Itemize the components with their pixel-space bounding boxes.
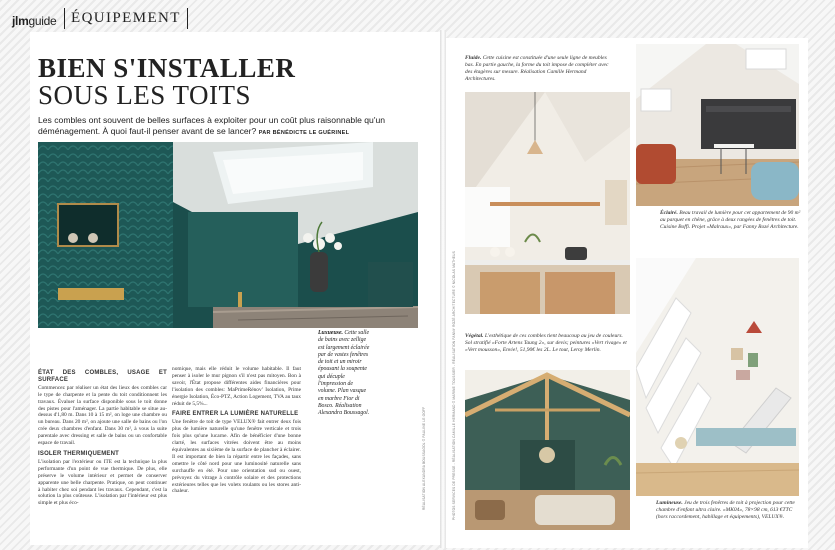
caption-green [465,333,630,354]
heading-lumiere: FAIRE ENTRER LA LUMIÈRE NATURELLE [172,411,299,418]
paragraph-isoler-cont: nomique, mais elle réduit le volume habitable. Il faut penser à isoler le mur pignon s'il n'est pas mitoyen. Bon à savoir, l'État propose différentes aides financières pour l'isolation des combles: MaPrimeRénov' Isolation, Prime énergie Isolation, Éco-PTZ, Action Logement, TVA au taux réduit de 5,5%... [172,366,301,407]
article-column-2 [172,366,301,495]
heading-isoler: ISOLER THERMIQUEMENT [38,450,120,457]
caption-kids [656,500,804,521]
intro-text: Les combles ont souvent de belles surfaces à exploiter pour un coût plus raisonnable qu'un déménagement. À quoi faut-il penser avant de se lancer? [38,115,386,136]
caption-green-bold: Végétal. [465,333,484,339]
brand-bold: jlm [12,14,29,28]
intro-paragraph [38,115,418,139]
magazine-brand [12,14,56,28]
caption-bathroom-text: Cette salle de bains avec zellige est largement éclairée par de vastes fenêtres de toit et un miroir épousant la soupente qui décuple l'impression de volume. Plan vasque en marbre Fior di Bosco. Réalisation Alexandra Boussagol. [318,330,370,417]
bathroom-photo [38,142,418,328]
caption-kitchen [465,55,615,83]
caption-bathroom [318,330,370,418]
living-room-photo [636,44,799,206]
caption-kitchen-text: Cette cuisine est constituée d'une seule ligne de meubles bas. En partie gauche, la forme du toit impose de compléter avec des étagères sur mesure. Réalisation Camille Hermand Architectures. [465,55,609,82]
caption-green-text: L'esthétique de ces combles tient beaucoup au jeu de couleurs. Sol stratifié «Forte Artens Taung 2», sur devis; peintures «Vert rivage» et «Vert mousson», Envie!, 51,90€ les 2L. Le tout, Leroy Merlin. [465,333,627,353]
caption-kids-bold: Lumineuse. [656,500,683,506]
brand-rest: guide [28,14,57,28]
paragraph-etat: Commencez par réaliser un état des lieux des combles car le type de charpente et la pente du toit conditionnent les travaux. Évaluer la surface disponible sous le toit donne des pistes pour l'aménager. La partie habitable se situe au-dessus d'1,80 m. Dans 10 à 15 m², on loge une chambre ou un bureau. Dans 20 m², on ajoute une salle de bains ou l'on crée deux chambres d'enfant. Dans 30 m², à vous la suite parentale avec dressing et salle de bains ou un confortable espace de travail. [38,384,167,447]
paragraph-lumiere: Une fenêtre de toit de type VELUX® fait entrer deux fois plus de lumière naturelle qu'une fenêtre verticale et trois fois plus qu'une lucarne. Afin de bénéficier d'une bonne clarté, les surfaces vitrées doivent être au moins équivalentes au sixième de la surface de plancher à éclairer. Il est important de bien la répartir entre les façades, sans omettre le côté nord pour une luminosité naturelle sans surchauffe en été. Pour une orientation sud ou ouest, prévoyez du vitrage à contrôle solaire et des protections extérieures telles que les volets roulants ou les stores anti-chaleur. [172,419,301,495]
photo-credit-right: PHOTOS SERVICES DE PRESSE - RÉALISATION CAMILLE HERMAND © MARINE TOUSSIER - RÉALISATION FANNY ROZÉ ARCHITECTURE © NICOLAS MATHEUS [452,251,456,520]
caption-living-bold: Éclairé. [660,210,678,216]
heading-etat: ÉTAT DES COMBLES, USAGE ET SURFACE [38,370,167,383]
page-fold [440,30,446,548]
headline-line2: SOUS LES TOITS [38,80,252,110]
caption-living [660,210,805,231]
article-column-1 [38,366,167,507]
byline: PAR BÉNÉDICTE LE GUÉRINEL [258,130,350,136]
kids-room-photo [636,258,799,496]
paragraph-isoler: L'isolation par l'extérieur ou ITE est la technique la plus performante d'un point de vue thermique. De plus, elle préserve le volume intérieur et permet de conserver apparente une belle charpente. Pratique, on peut continuer à habiter chez soi pendant les travaux. Cependant, c'est la solution la plus coûteuse. L'isolation par l'intérieur est plus simple et plus éco- [38,458,167,507]
photo-credit-left: RÉALISATION ALEXANDRA BOUSSAGOL © PAULINE LE GOFF [422,406,426,510]
caption-bathroom-bold: Luxueuse. [318,330,343,336]
caption-kitchen-bold: Fluide. [465,55,482,61]
caption-kids-text: Jeu de trois fenêtres de toit à projection pour cette chambre d'enfant ultra claire. «MK04», 78×98 cm, 613 €TTC (hors raccordement, habillage et équipements), VELUX®. [656,500,795,520]
green-attic-photo [465,370,630,530]
kitchen-photo [465,92,630,314]
headline-line1: BIEN S'INSTALLER [38,53,296,83]
section-title: ÉQUIPEMENT [64,8,188,29]
caption-living-text: Beau travail de lumière pour cet appartement de 90 m² au parquet en chêne, grâce à deux rangées de fenêtres de toit. Cuisine Boffi. Projet «Malraux», par Fanny Rozé Architecture. [660,210,801,230]
